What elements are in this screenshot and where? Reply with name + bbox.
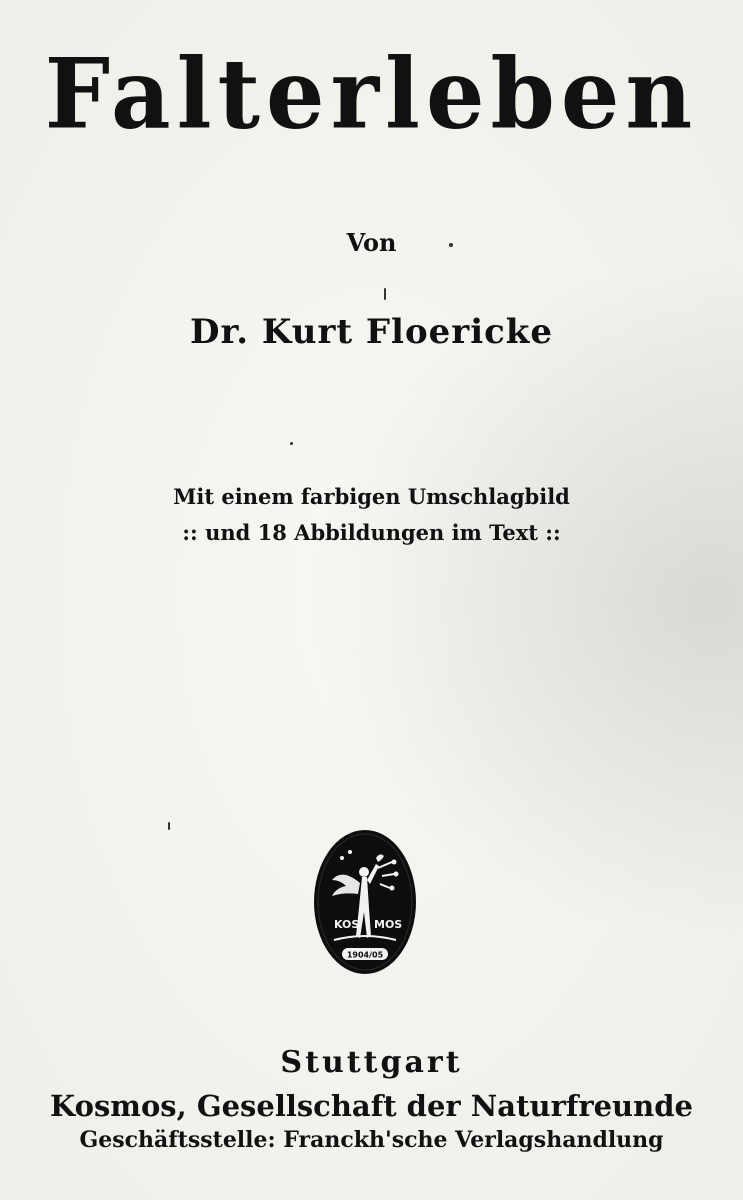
paper-speck: [168, 822, 170, 830]
byline-von: Von: [346, 228, 397, 257]
author-name: Dr. Kurt Floericke: [189, 312, 553, 352]
subtitle-line-2: :: und 18 Abbildungen im Text ::: [182, 520, 561, 545]
imprint-office: Geschäftsstelle: Franckh'sche Verlagshandlung: [79, 1127, 664, 1153]
book-title: Falterleben: [44, 37, 699, 151]
logo-text-left: KOS: [334, 918, 360, 931]
imprint-publisher: Kosmos, Gesellschaft der Naturfreunde: [50, 1089, 693, 1123]
kosmos-emblem-icon: [312, 828, 418, 976]
paper-speck: [384, 288, 386, 300]
paper-speck: [290, 442, 293, 445]
logo-text-right: MOS: [374, 918, 403, 931]
logo-year: 1904/05: [346, 950, 384, 960]
subtitle-line-1: Mit einem farbigen Umschlagbild: [173, 484, 570, 509]
imprint-city: Stuttgart: [280, 1045, 463, 1080]
paper-speck: [449, 243, 453, 247]
